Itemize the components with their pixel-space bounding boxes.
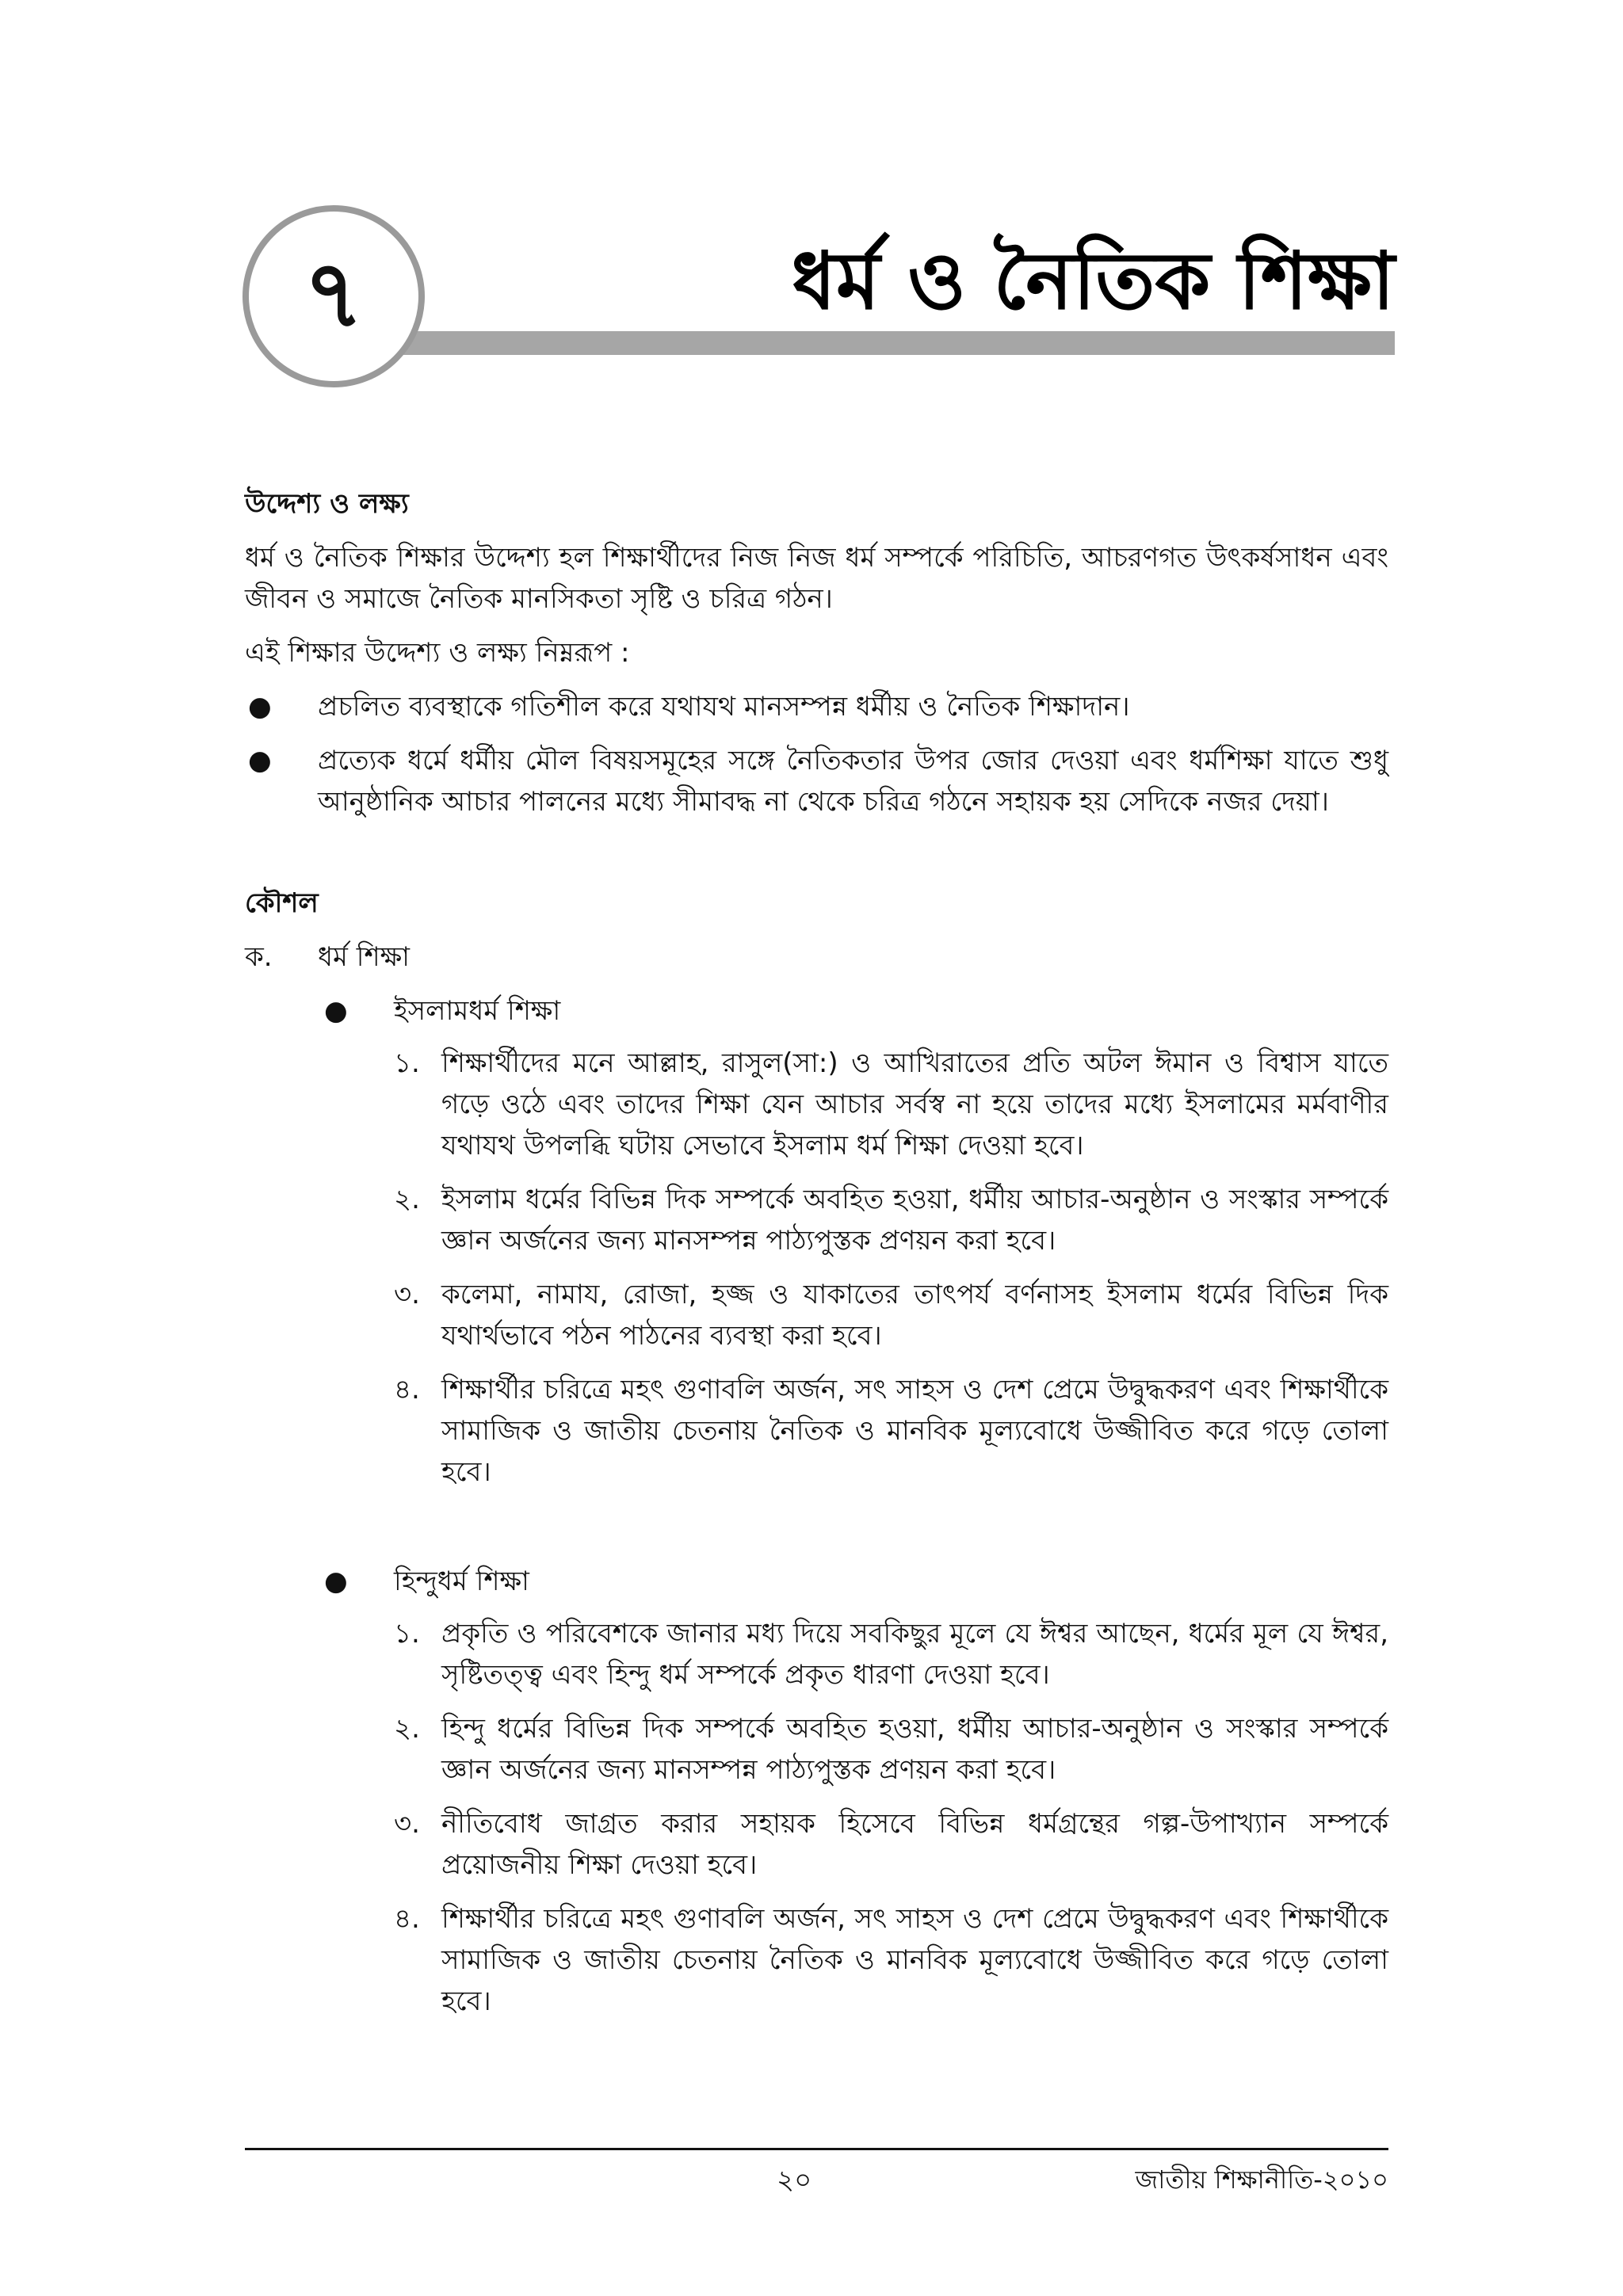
objectives-lead: এই শিক্ষার উদ্দেশ্য ও লক্ষ্য নিম্নরূপ : bbox=[245, 637, 630, 669]
section-marker: ক. bbox=[245, 941, 273, 973]
objective-text: প্রত্যেক ধর্মে ধর্মীয় মৌল বিষয়সমূহের সঙ্গে নৈতিকতার উপর জোর দেওয়া এবং ধর্মশিক্ষা যাতে শুধু আনুষ্ঠানিক আচার পালনের মধ্যে সীমাবদ্ধ না থেকে চরিত্র গঠনে সহায়ক হয় সেদিকে নজর দেয়া। bbox=[318, 745, 1388, 818]
objective-text: প্রচলিত ব্যবস্থাকে গতিশীল করে যথাযথ মানসম্পন্ন ধর্মীয় ও নৈতিক শিক্ষাদান। bbox=[318, 691, 1130, 723]
list-item bbox=[245, 1043, 1388, 1166]
item-number: ১. bbox=[394, 1047, 420, 1079]
item-number: ৩. bbox=[394, 1808, 420, 1840]
list-item bbox=[245, 1613, 1388, 1695]
section-ka-row bbox=[245, 936, 1388, 978]
strategy-heading: কৌশল bbox=[245, 887, 319, 919]
item-text: শিক্ষার্থীদের মনে আল্লাহ, রাসুল(সা:) ও আখিরাতের প্রতি অটল ঈমান ও বিশ্বাস যাতে গড়ে ওঠে এবং তাদের শিক্ষা যেন আচার সর্বস্ব না হয়ে তাদের মধ্যে ইসলামের মর্মবাণীর যথাযথ উপলব্ধি ঘটায় সেভাবে ইসলাম ধর্ম শিক্ষা দেওয়া হবে। bbox=[441, 1047, 1388, 1161]
item-number: ২. bbox=[394, 1713, 420, 1745]
hindu-title: হিন্দুধর্ম শিক্ষা bbox=[394, 1566, 529, 1597]
item-text: শিক্ষার্থীর চরিত্রে মহৎ গুণাবলি অর্জন, সৎ সাহস ও দেশ প্রেমে উদ্বুদ্ধকরণ এবং শিক্ষার্থীকে সামাজিক ও জাতীয় চেতনায় নৈতিক ও মানবিক মূল্যবোধে উজ্জীবিত করে গড়ে তোলা হবে। bbox=[441, 1374, 1388, 1488]
objective-item bbox=[245, 740, 1388, 822]
chapter-number-circle bbox=[242, 205, 425, 387]
list-item bbox=[245, 1274, 1388, 1356]
objective-item bbox=[245, 686, 1388, 727]
objectives-intro: ধর্ম ও নৈতিক শিক্ষার উদ্দেশ্য হল শিক্ষার্থীদের নিজ নিজ ধর্ম সম্পর্কে পরিচিতি, আচরণগত উৎকর্ষসাধন এবং জীবন ও সমাজে নৈতিক মানসিকতা সৃষ্টি ও চরিত্র গঠন। bbox=[245, 542, 1388, 615]
footer-book-title: জাতীয় শিক্ষানীতি-২০১০ bbox=[1135, 2164, 1388, 2195]
section-title: ধর্ম শিক্ষা bbox=[318, 941, 410, 973]
main-content bbox=[245, 483, 1388, 2035]
hindu-heading-row bbox=[245, 1561, 1388, 1602]
objectives-list bbox=[245, 686, 1388, 822]
item-text: শিক্ষার্থীর চরিত্রে মহৎ গুণাবলি অর্জন, সৎ সাহস ও দেশ প্রেমে উদ্বুদ্ধকরণ এবং শিক্ষার্থীকে সামাজিক ও জাতীয় চেতনায় নৈতিক ও মানবিক মূল্যবোধে উজ্জীবিত করে গড়ে তোলা হবে। bbox=[441, 1903, 1388, 2017]
bullet-icon: ● bbox=[248, 745, 272, 776]
item-number: ৪. bbox=[394, 1374, 420, 1405]
objectives-heading: উদ্দেশ্য ও লক্ষ্য bbox=[245, 488, 409, 520]
chapter-title-bar bbox=[372, 331, 1395, 355]
bullet-icon: ● bbox=[324, 995, 348, 1027]
list-item bbox=[245, 1898, 1388, 2022]
bullet-icon: ● bbox=[248, 691, 272, 723]
islam-title: ইসলামধর্ম শিক্ষা bbox=[394, 995, 561, 1027]
item-text: কলেমা, নামায, রোজা, হজ্জ ও যাকাতের তাৎপর্য বর্ণনাসহ ইসলাম ধর্মের বিভিন্ন দিক যথার্থভাবে পঠন পাঠনের ব্যবস্থা করা হবে। bbox=[441, 1279, 1388, 1352]
list-item bbox=[245, 1803, 1388, 1886]
list-item bbox=[245, 1179, 1388, 1261]
islam-heading-row bbox=[245, 990, 1388, 1032]
item-text: নীতিবোধ জাগ্রত করার সহায়ক হিসেবে বিভিন্ন ধর্মগ্রন্থের গল্প-উপাখ্যান সম্পর্কে প্রয়োজনীয় শিক্ষা দেওয়া হবে। bbox=[441, 1808, 1388, 1881]
item-number: ২. bbox=[394, 1184, 420, 1215]
item-number: ৪. bbox=[394, 1903, 420, 1935]
islam-list bbox=[245, 1043, 1388, 1493]
footer-divider bbox=[245, 2148, 1388, 2150]
chapter-title: ধর্ম ও নৈতিক শিক্ষা bbox=[791, 235, 1395, 327]
item-number: ৩. bbox=[394, 1279, 420, 1310]
list-item bbox=[245, 1708, 1388, 1791]
hindu-list bbox=[245, 1613, 1388, 2022]
bullet-icon: ● bbox=[324, 1566, 348, 1597]
item-text: প্রকৃতি ও পরিবেশকে জানার মধ্য দিয়ে সবকিছুর মূলে যে ঈশ্বর আছেন, ধর্মের মূল যে ঈশ্বর, সৃষ্টিতত্ত্ব এবং হিন্দু ধর্ম সম্পর্কে প্রকৃত ধারণা দেওয়া হবে। bbox=[441, 1618, 1388, 1691]
item-text: হিন্দু ধর্মের বিভিন্ন দিক সম্পর্কে অবহিত হওয়া, ধর্মীয় আচার-অনুষ্ঠান ও সংস্কার সম্পর্কে জ্ঞান অর্জনের জন্য মানসম্পন্ন পাঠ্যপুস্তক প্রণয়ন করা হবে। bbox=[441, 1713, 1388, 1786]
list-item bbox=[245, 1369, 1388, 1493]
page-number: ২০ bbox=[777, 2164, 812, 2196]
item-text: ইসলাম ধর্মের বিভিন্ন দিক সম্পর্কে অবহিত হওয়া, ধর্মীয় আচার-অনুষ্ঠান ও সংস্কার সম্পর্কে জ্ঞান অর্জনের জন্য মানসম্পন্ন পাঠ্যপুস্তক প্রণয়ন করা হবে। bbox=[441, 1184, 1388, 1257]
item-number: ১. bbox=[394, 1618, 420, 1650]
chapter-number: ৭ bbox=[303, 239, 365, 349]
